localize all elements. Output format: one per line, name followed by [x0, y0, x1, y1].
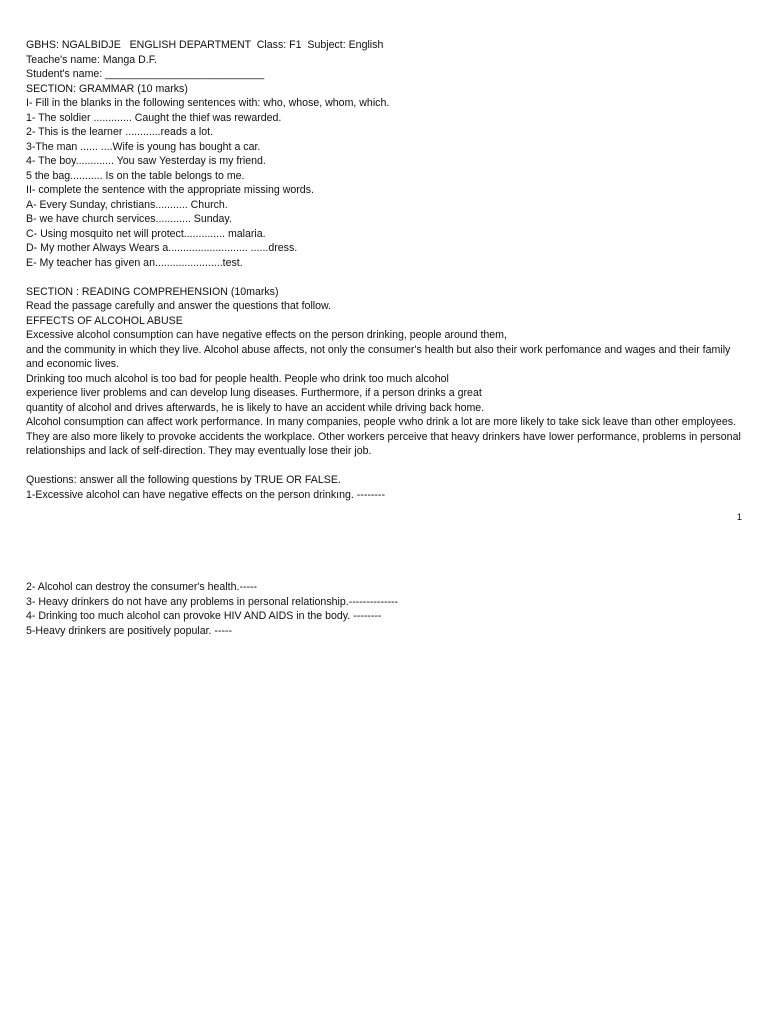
grammar-item: C- Using mosquito net will protect.............. malaria. — [26, 227, 266, 240]
passage-line: experience liver problems and can develop lung diseases. Furthermore, if a person drinks a great — [26, 387, 482, 399]
school-header-line: GBHS: NGALBIDJE ENGLISH DEPARTMENT Class: F1 Subject: English — [26, 39, 384, 51]
question-item: 5-Heavy drinkers are positively popular. ----- — [26, 624, 233, 637]
reading-section-title: SECTION : READING COMPREHENSION (10marks) — [26, 285, 279, 298]
student-name-line: Student's name: ___________________________ — [26, 68, 265, 80]
passage-line: Alcohol consumption can affect work performance. In many companies, people vwho drink a lot are more likely to take sick leave than other employees. They are also more likely to provoke accidents the workplace. Other workers perceive that heavy drinkers have lower performance, problems in personal relationships and lack of self-direction. They may eventually lose their job. — [26, 416, 741, 457]
page-number: 1 — [736, 512, 742, 523]
teacher-name-line: Teache's name: Manga D.F. — [26, 53, 157, 66]
grammar-part1-instruction: I- Fill in the blanks in the following sentences with: who, whose, whom, which. — [26, 97, 390, 109]
grammar-part2-instruction: II- complete the sentence with the appropriate missing words. — [26, 184, 314, 196]
question-item: 1-Excessive alcohol can have negative effects on the person drinkıng. -------- — [26, 488, 385, 501]
passage-line: Drinking too much alcohol is too bad for people health. People who drink too much alcohol — [26, 372, 449, 385]
grammar-item: E- My teacher has given an.......................test. — [26, 256, 243, 269]
passage-line: Excessive alcohol consumption can have negative effects on the person drinking, people around them, — [26, 329, 507, 341]
section-spacer — [26, 270, 742, 285]
reading-instruction: Read the passage carefully and answer the questions that follow. — [26, 300, 332, 312]
page-one-content — [26, 38, 742, 502]
passage-title: EFFECTS OF ALCOHOL ABUSE — [26, 314, 183, 327]
grammar-item: A- Every Sunday, christians........... Church. — [26, 198, 228, 211]
questions-instruction: Questions: answer all the following questions by TRUE OR FALSE. — [26, 474, 341, 486]
grammar-section-title: SECTION: GRAMMAR (10 marks) — [26, 82, 188, 95]
passage-line: quantity of alcohol and drives afterwards, he is likely to have an accident while driving back home. — [26, 401, 485, 414]
question-item: 2- Alcohol can destroy the consumer's health.----- — [26, 581, 258, 593]
grammar-item: 3-The man ...... ....Wife is young has bought a car. — [26, 140, 261, 153]
passage-line: and the community in which they live. Alcohol abuse affects, not only the consumer's health but also their work perfomance and wages and their family and economic lives. — [26, 343, 731, 370]
page-two-content — [26, 580, 742, 638]
grammar-item: 1- The soldier ............. Caught the thief was rewarded. — [26, 111, 282, 124]
question-item: 3- Heavy drinkers do not have any problems in personal relationship.-------------- — [26, 595, 399, 608]
question-item: 4- Drinking too much alcohol can provoke HIV AND AIDS in the body. -------- — [26, 610, 382, 622]
grammar-item: B- we have church services............ Sunday. — [26, 213, 232, 225]
grammar-item: 4- The boy............. You saw Yesterday is my friend. — [26, 155, 266, 167]
section-spacer — [26, 459, 742, 474]
grammar-item: 2- This is the learner ............reads a lot. — [26, 126, 214, 138]
grammar-item: D- My mother Always Wears a........................... ......dress. — [26, 242, 298, 254]
grammar-item: 5 the bag........... Is on the table belongs to me. — [26, 169, 245, 182]
